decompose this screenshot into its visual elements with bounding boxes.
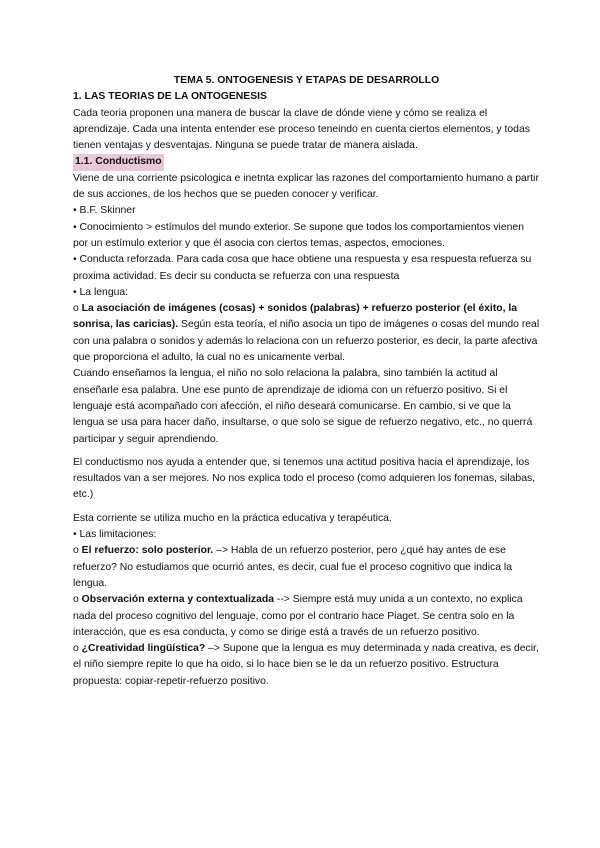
subbullet-marker: o [73,594,82,606]
refuerzo-text: –> Habla de un refuerzo posterior, pero ¿qué hay antes de ese refuerzo? No estudiamos que ocurrió antes, es decir, cual fue el proceso cognitivo que indica la lengua. [73,545,512,589]
bullet-limitaciones: • Las limitaciones: [73,529,157,541]
observacion-text: --> Siempre está muy unida a un contexto, no explica nada del proceso cognitivo del lenguaje, como por el contrario hace Piaget. Se centra solo en la interacción, que es esa conducta, y como se dirige está a través de un refuerzo positivo. [73,594,523,638]
refuerzo-bold-text: El refuerzo: solo posterior. [81,545,214,557]
subbullet-creatividad [73,641,540,690]
subbullet-refuerzo [73,543,540,592]
subsection-heading-conductismo: 1.1. Conductismo [73,154,164,170]
subbullet-marker: o [73,643,82,655]
bullet-la-lengua: • La lengua: [73,286,129,298]
subbullet-marker: o [73,545,82,557]
paragraph-intro: Cada teoria proponen una manera de buscar la clave de dónde viene y cómo se realiza el aprendizaje. Cada una intenta entender ese proceso teneindo en cuenta ciertos elementos, y todas tienen ventajas y desventajas. Ninguna se puede tratar de manera aislada. [73,107,530,152]
bullet-conducta-reforzada: • Conducta reforzada. Para cada cosa que hace obtiene una respuesta y esa respuesta refuerza su proxima actividad. Es decir su conducta se refuerza con una respuesta [73,254,532,282]
asociacion-text: Según esta teoría, el niño asocia un tipo de imágenes o cosas del mundo real con una palabra o sonidos y además lo relaciona con un refuerzo posterior, es decir, la parte afectiva que proporciona el adulto, la cual no es unicamente verbal. [73,319,540,364]
subbullet-marker: o [73,303,82,315]
subbullet-observacion [73,592,540,641]
bullet-skinner: • B.F. Skinner [73,205,136,217]
paragraph-corriente: Esta corriente se utiliza mucho en la práctica educativa y terapéutica. [73,512,392,524]
paragraph-conductismo-intro: Viene de una corriente psicologica e inetnta explicar las razones del comportamiento humano a partir de sus acciones, de los hechos que se pueden conocer y verificar. [73,172,539,201]
creatividad-text: –> Supone que la lengua es muy determinada y nada creativa, es decir, el niño siempre repite lo que ha oido, si lo hace bien se le da un refuerzo positivo. Estructura propuesta: copiar-repetir-refuerzo positivo. [73,643,539,687]
paragraph-ayuda: El conductismo nos ayuda a entender que, si tenemos una actitud positiva hacia el aprendizaje, los resultados van a ser mejores. No nos explica todo el proceso (como adquieren los fonemas, silabas, etc.) [73,456,536,501]
paragraph-ensenamos: Cuando enseñamos la lengua, el niño no solo relaciona la palabra, sino también la actitud al enseñarle esa palabra. Une ese punto de aprendizaje de idioma con un refuerzo positivo. Si el lenguaje está acompañado con afección, el niño deseará comunicarse. En cambio, si ve que la lengua se usa para hacer daño, insultarse, o que solo se sigue de refuerzo negativo, etc., no querrá participar y seguir aprendiendo. [73,368,533,445]
asociacion-bold-text: La asociación de imágenes (cosas) + sonidos (palabras) + refuerzo posterior (el éxito, la sonrisa, las caricias). [73,303,518,331]
creatividad-bold-text: ¿Creatividad lingüística? [81,643,206,655]
document-title: TEMA 5. ONTOGENESIS Y ETAPAS DE DESARROLLO [173,75,440,86]
bullet-conocimiento: • Conocimiento > estímulos del mundo exterior. Se supone que todos los comportamientos vienen por un estímulo exterior y que él asocia con ciertos temas, aspectos, emociones. [73,221,524,249]
observacion-bold-text: Observación externa y contextualizada [81,594,274,606]
subbullet-asociacion [73,301,540,366]
section-heading-teorias: 1. LAS TEORIAS DE LA ONTOGENESIS [73,91,267,103]
